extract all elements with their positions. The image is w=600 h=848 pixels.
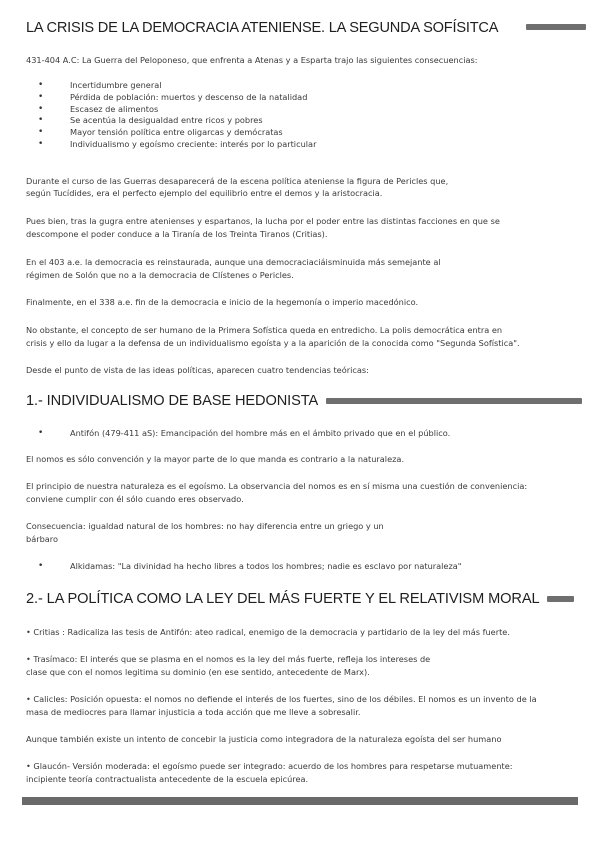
list-item: • Alkidamas: "La divinidad ha hecho libres a todos los hombres; nadie es esclavo por naturaleza" (38, 561, 462, 573)
trasimaco-line-1: • Trasímaco: El interés que se plasma en el nomos es la ley del más fuerte, refleja los intereses de (26, 654, 431, 664)
bottom-decorative-bar (22, 797, 578, 805)
title-row (26, 17, 586, 39)
concepto-line-2: crisis y ello da lugar a la defensa de un individualismo egoísta y a la aparición de la conocida como "Segunda Sofística". (26, 338, 520, 348)
section-2-decorative-bar (547, 596, 574, 602)
list-item: • Se acentúa la desigualdad entre ricos y pobres (38, 115, 316, 127)
section-1-heading: 1.- INDIVIDUALISMO DE BASE HEDONISTA (26, 393, 319, 409)
intro-paragraph: 431-404 A.C: La Guerra del Peloponeso, que enfrenta a Atenas y a Esparta trajo las siguientes consecuencias: (26, 55, 478, 65)
consecuencia-line-1: Consecuencia: igualdad natural de los hombres: no hay diferencia entre un griego y un (26, 521, 384, 531)
list-item: • Individualismo y egoísmo creciente: interés por lo particular (38, 139, 316, 151)
solon-line-1: En el 403 a.e. la democracia es reinstaurada, aunque una democraciaciáisminuida más semejante al (26, 257, 441, 267)
fin-paragraph: Finalmente, en el 338 a.e. fin de la democracia e inicio de la hegemonía o imperio macedónico. (26, 297, 419, 307)
pericles-line-1: Durante el curso de las Guerras desaparecerá de la escena política ateniense la figura de Pericles que, (26, 176, 449, 186)
nomos-paragraph: El nomos es sólo convención y la mayor parte de lo que manda es contrario a la naturaleza. (26, 454, 405, 464)
principio-line-1: El principio de nuestra naturaleza es el egoísmo. La observancia del nomos es en sí misma una cuestión de conveniencia: (26, 481, 528, 491)
list-item: • Mayor tensión política entre oligarcas y demócratas (38, 127, 316, 139)
tirania-line-1: Pues bien, tras la gugra entre atenienses y espartanos, la lucha por el poder entre las distintas facciones en que se (26, 216, 500, 226)
glaucon-line-1: • Glaucón- Versión moderada: el egoísmo puede ser integrado: acuerdo de los hombres para respetarse mutuamente: (26, 761, 513, 771)
page-title: LA CRISIS DE LA DEMOCRACIA ATENIENSE. LA SEGUNDA SOFÍSITCA (26, 20, 499, 36)
list-item: • Antifón (479-411 aS): Emancipación del hombre más en el ámbito privado que en el público. (38, 428, 450, 440)
list-item: • Incertidumbre general (38, 80, 316, 92)
section-1-decorative-bar (326, 398, 582, 404)
title-decorative-bar (526, 24, 586, 30)
tendencias-paragraph: Desde el punto de vista de las ideas políticas, aparecen cuatro tendencias teóricas: (26, 365, 369, 375)
consequences-list (38, 80, 316, 151)
section-1-heading-row (26, 390, 582, 412)
consecuencia-line-2: bárbaro (26, 534, 58, 544)
list-item: • Escasez de alimentos (38, 104, 316, 116)
glaucon-line-2: incipiente teoría contractualista antecedente de la escuela epicúrea. (26, 774, 309, 784)
principio-line-2: conviene cumplir con él sólo cuando eres observado. (26, 494, 244, 504)
calicles-line-1: • Calicles: Posición opuesta: el nomos no defiende el interés de los fuertes, sino de los débiles. El nomos es un invento de la (26, 694, 537, 704)
aunque-paragraph: Aunque también existe un intento de concebir la justicia como integradora de la naturaleza egoísta del ser humano (26, 734, 502, 744)
trasimaco-line-2: clase que con el nomos legitima su dominio (en ese sentido, antecedente de Marx). (26, 667, 370, 677)
concepto-line-1: No obstante, el concepto de ser humano de la Primera Sofística queda en entredicho. La polis democrática entra en (26, 325, 503, 335)
antifon-list (38, 428, 450, 440)
solon-line-2: régimen de Solón que no a la democracia de Clístenes o Pericles. (26, 270, 294, 280)
list-item: • Pérdida de población: muertos y descenso de la natalidad (38, 92, 316, 104)
pericles-line-2: según Tucídides, era el perfecto ejemplo del equilibrio entre el demos y la aristocracia. (26, 188, 383, 198)
alkidamas-list (38, 561, 462, 573)
tirania-line-2: descompone el poder conduce a la Tiranía de los Treinta Tiranos (Critias). (26, 229, 328, 239)
calicles-line-2: masa de mediocres para llamar injusticia a toda acción que me lleve a sobresalir. (26, 707, 361, 717)
critias-paragraph: • Critias : Radicaliza las tesis de Antifón: ateo radical, enemigo de la democracia y partidario de la ley del más fuerte. (26, 627, 510, 637)
section-2-heading-row (26, 588, 574, 610)
section-2-heading: 2.- LA POLÍTICA COMO LA LEY DEL MÁS FUERTE Y EL RELATIVISM MORAL (26, 591, 540, 607)
